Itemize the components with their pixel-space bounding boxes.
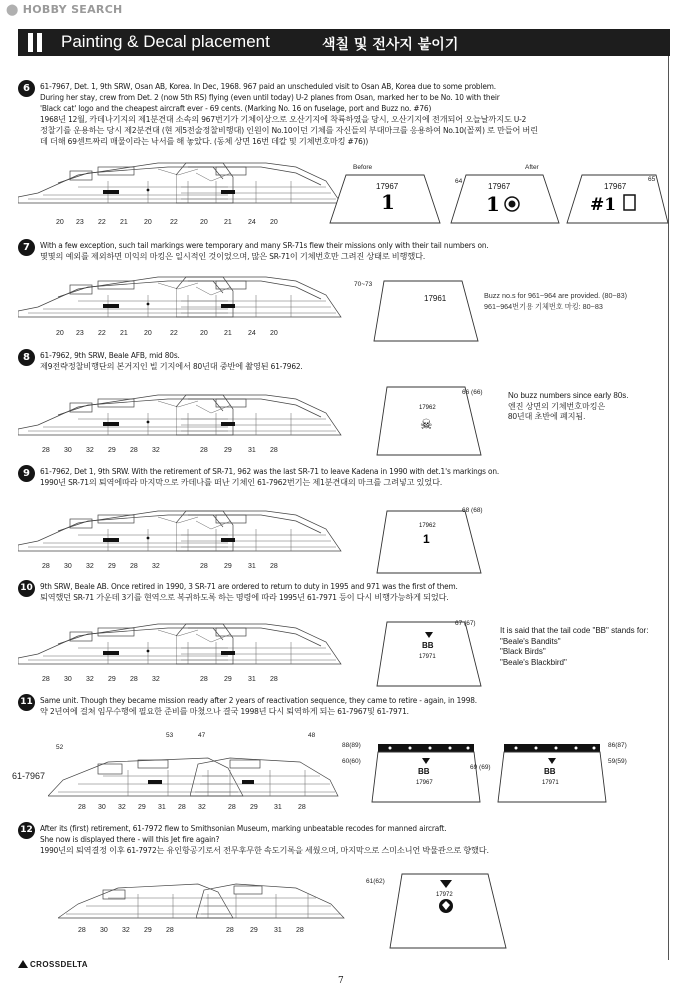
section-9: 9 61-7962, Det 1, 9th SRW. With the retirement of SR-71, 962 was the last SR-71 to leave Kadena in 1990 with det.1's markings on. 1990년 SR-71의 퇴역에따라 마지막으로 카데나를 떠난 기체인 61-7962번기는 제1분견대의 마크를 그려넣고 있었다. 28 30 32 29 28 32 28 29 31 28 17962 1 68 (68) — [18, 465, 668, 575]
callout-61: 61(62) — [366, 878, 385, 885]
triangle-logo-icon — [18, 960, 28, 968]
section-text: 61-7962, Det 1, 9th SRW. With the retirement of SR-71, 962 was the last SR-71 to leave Kadena in 1990 with det.1's markings on. 1990년 SR-71의 퇴역에따라 마지막으로 카데나를 떠난 기체인 61-7962번기는 제1분견대의 마크를 그려넣고 있었다. — [40, 466, 500, 487]
tail-fin-mid — [448, 173, 563, 225]
callout-53: 53 — [166, 732, 174, 739]
callout-59: 59(59) — [608, 758, 627, 765]
tail-fin-before — [326, 173, 444, 225]
tail-fin-right — [496, 742, 608, 804]
svg-text:BB: BB — [422, 641, 434, 650]
callout-65: 65 — [648, 176, 656, 183]
page-header — [18, 29, 670, 56]
svg-text:1: 1 — [423, 532, 430, 546]
svg-text:17962: 17962 — [419, 405, 436, 411]
callout-47: 47 — [198, 732, 206, 739]
callout-64: 64 — [455, 178, 463, 185]
section-text: Same unit. Though they became mission ready after 2 years of reactivation sequence, they came to retire - again, in 1998. 약 2년여에 걸쳐 임무수행에 필요한 준비를 마쳤으나 결국 1998년 다시 퇴역하게 되는 61-7967및 61-7971. — [40, 695, 477, 716]
step-badge: 10 — [18, 580, 35, 597]
svg-text:17961: 17961 — [424, 294, 447, 303]
before-label: Before — [353, 164, 373, 171]
aircraft-drawing-right — [176, 503, 346, 558]
aircraft-drawing-right — [176, 155, 346, 210]
aircraft-drawing-right — [196, 870, 346, 922]
page-title: Painting & Decal placement — [61, 32, 270, 51]
buzz-number-note: Buzz no.s for 961~964 are provided. (80~83) 961~964번기용 기체번호 마킹: 80~83 — [484, 291, 628, 311]
svg-text:BB: BB — [544, 767, 556, 776]
buzz-number-note: No buzz numbers since early 80s. 엔진 상면의 기체번호마킹은 80년대 초반에 폐지됨. — [508, 391, 629, 421]
step-badge: 7 — [18, 239, 35, 256]
svg-text:17971: 17971 — [419, 654, 436, 660]
section-10: 10 9th SRW, Beale AB. Once retired in 1990, 3 SR-71 are ordered to return to duty in 1995 and 971 was the first of them. 퇴역했던 SR-71 가운데 3기를 현역으로 복귀하도록 하는 명령에 따라 1995년 61-7971 등이 다시 비행가능하게 되었다. 28 30 32 29 28 32 28 29 31 28 BB 17971 67 (67) It is said that the tail code "BB" stands for: "Beale's Bandits" "Black Birds" "Beale's Blackbird" — [18, 580, 668, 690]
section-text: 9th SRW, Beale AB. Once retired in 1990, 3 SR-71 are ordered to return to duty in 1995 and 971 was the first of them. 퇴역했던 SR-71 가운데 3기를 현역으로 복귀하도록 하는 명령에 따라 1995년 61-7971 등이 다시 비행가능하게 되었다. — [40, 581, 458, 602]
step-badge: 6 — [18, 80, 35, 97]
section-12: 12 After its (first) retirement, 61-7972 flew to Smithsonian Museum, marking unbeatable recodes for manned aircraft. She now is displayed there - will this Jet fire again? 1990년의 퇴역결정 이후 61-7972는 유인항공기로서 전무후무한 속도기록을 세웠으며, 마지막으로 스미소니언 박물관으로 향했다. 28 30 32 29 28 28 29 31 28 61(62) 17972 — [18, 822, 668, 952]
svg-text:BB: BB — [418, 767, 430, 776]
aircraft-drawing-right — [176, 269, 346, 324]
svg-text:1: 1 — [486, 192, 500, 216]
svg-text:17962: 17962 — [419, 523, 436, 529]
aircraft-drawing-right — [176, 616, 346, 671]
tail-fin-left — [370, 742, 482, 804]
callout-52: 52 — [56, 744, 64, 751]
watermark: ⬤ HOBBY SEARCH — [6, 3, 123, 16]
section-text: After its (first) retirement, 61-7972 flew to Smithsonian Museum, marking unbeatable recodes for manned aircraft. She now is displayed there - will this Jet fire again? 1990년의 퇴역결정 이후 61-7972는 유인항공기로서 전무후무한 속도기록을 세웠으며, 마지막으로 스미소니언 박물관으로 향했다. — [40, 823, 489, 855]
svg-text:17971: 17971 — [542, 780, 559, 786]
section-6: 6 61-7967, Det. 1, 9th SRW, Osan AB, Korea. In Dec, 1968. 967 paid an unscheduled visit to Osan AB, Korea due to some problem. During her stay, crew from Det. 2 (now 5th RS) flying (even until today) U-2 planes from Osan, marked her to be No. 10 with their 'Black cat' logo and the cheapest aircraft ever - 69 cents. (Marking No. 16 on fuselage, port and Buzz no. #76) 1968년 12월, 카데나기지의 제1분견대 소속의 967번기가 기체이상으로 오산기지에 착륙하였을 당시, 오산기지에 전개되어 오늘날까지도 U-2 정찰기를 운용하는 당시 제2분견대 (현 제5전술정찰비행대) 인원이 No.10이던 기체를 자신들의 부대마크를 응용하여 No.10(꼴찌) 로 만들어 버린 데 더해 69센트짜리 매물이라는 낙서를 해 놓았다. (동체 상면 16번 데칼 및 기체번호마킹 #76)) 20 23 22 21 20 22 20 21 24 20 Before After 17967 1 17967 1 64 17967 #1 65 — [18, 80, 668, 230]
step-badge: 12 — [18, 822, 35, 839]
callout-88: 88(89) — [342, 742, 361, 749]
after-label: After — [525, 164, 539, 171]
aircraft-drawing-right — [176, 387, 346, 442]
tail-fin — [375, 620, 485, 688]
aircraft-drawing-right — [190, 740, 340, 800]
step-badge: 9 — [18, 465, 35, 482]
callout-60: 60(60) — [342, 758, 361, 765]
section-text: 61-7967, Det. 1, 9th SRW, Osan AB, Korea. In Dec, 1968. 967 paid an unscheduled visit to Osan AB, Korea due to some problem. During her stay, crew from Det. 2 (now 5th RS) flying (even until today) U-2 planes from Osan, marked her to be No. 10 with their 'Black cat' logo and the cheapest aircraft ever - 69 cents. (Marking No. 16 on fuselage, port and Buzz no. #76) 1968년 12월, 카데나기지의 제1분견대 소속의 967번기가 기체이상으로 오산기지에 착륙하였을 당시, 오산기지에 전개되어 오늘날까지도 U-2 정찰기를 운용하는 당시 제2분견대 (현 제5전술정찰비행대) 인원이 No.10이던 기체를 자신들의 부대마크를 응용하여 No.10(꼴찌) 로 만들어 버린 데 더해 69센트짜리 매물이라는 낙서를 해 놓았다. (동체 상면 16번 데칼 및 기체번호마킹 #76)) — [40, 81, 538, 146]
svg-text:17972: 17972 — [436, 892, 453, 898]
tail-fin — [372, 279, 482, 343]
callout-67: 67 (67) — [455, 620, 476, 627]
section-11: 11 Same unit. Though they became mission ready after 2 years of reactivation sequence, they came to retire - again, in 1998. 약 2년여에 걸쳐 임무수행에 필요한 준비를 마쳤으나 결국 1998년 다시 퇴역하게 되는 61-7967및 61-7971. 61-7967 52 53 47 48 28 30 32 29 31 28 32 28 29 31 28 BB 17967 88(89) 60(60) 69 (69) BB 17971 86(87) 59(59) — [18, 694, 668, 819]
tail-fin — [388, 872, 508, 950]
page-number: 7 — [338, 976, 344, 986]
section-text: 61-7962, 9th SRW, Beale AFB, mid 80s. 제9전략정찰비행단의 본거지인 빌 기지에서 80년대 중반에 촬영된 61-7962. — [40, 350, 303, 371]
svg-text:17967: 17967 — [488, 182, 511, 191]
callout-86: 86(87) — [608, 742, 627, 749]
step-badge: 11 — [18, 694, 35, 711]
section-7: 7 With a few exception, such tail markings were temporary and many SR-71s flew their missions only with their tail numbers on. 몇몇의 예외를 제외하면 미익의 마킹은 일시적인 것이었으며, 많은 SR-71이 기체번호만 그려진 상태로 비행했다. 20 23 22 21 20 22 20 21 24 20 70~73 17961 Buzz no.s for 961~964 are provided. (80~83) 961~964번기용 기체번호 마킹: 80~83 — [18, 239, 668, 344]
aircraft-serial: 61-7967 — [12, 771, 46, 781]
callout-48: 48 — [308, 732, 316, 739]
svg-text:17967: 17967 — [416, 780, 433, 786]
header-bars-icon — [28, 33, 46, 57]
callout-70-73: 70~73 — [354, 281, 373, 288]
callout-66: 66 (66) — [462, 389, 483, 396]
section-text: With a few exception, such tail markings were temporary and many SR-71s flew their missions only with their tail numbers on. 몇몇의 예외를 제외하면 미익의 마킹은 일시적인 것이었으며, 많은 SR-71이 기체번호만 그려진 상태로 비행했다. — [40, 240, 489, 261]
svg-text:#1: #1 — [590, 195, 617, 215]
svg-text:17967: 17967 — [376, 182, 399, 191]
section-8: 8 61-7962, 9th SRW, Beale AFB, mid 80s. 제9전략정찰비행단의 본거지인 빌 기지에서 80년대 중반에 촬영된 61-7962. 28 30 32 29 28 32 28 29 31 28 17962 ☠ 66 (66) No buzz numbers since early 80s. 엔진 상면의 기체번호마킹은 80년대 초반에 폐지됨. — [18, 349, 668, 459]
tail-fin — [375, 509, 485, 575]
tail-fin-after — [564, 173, 672, 225]
callout-69: 69 (69) — [470, 764, 491, 771]
svg-text:1: 1 — [381, 190, 395, 214]
page-title-korean: 색칠 및 전사지 붙이기 — [322, 37, 459, 53]
brand-logo: CROSSDELTA — [18, 960, 88, 969]
skull-crossbones-icon: ☠ — [420, 416, 433, 432]
svg-text:17967: 17967 — [604, 182, 627, 191]
watermark-logo-icon: ⬤ — [6, 3, 23, 16]
tail-code-note: It is said that the tail code "BB" stands for: "Beale's Bandits" "Black Birds" "Beale's Blackbird" — [500, 626, 649, 667]
callout-68: 68 (68) — [462, 507, 483, 514]
step-badge: 8 — [18, 349, 35, 366]
